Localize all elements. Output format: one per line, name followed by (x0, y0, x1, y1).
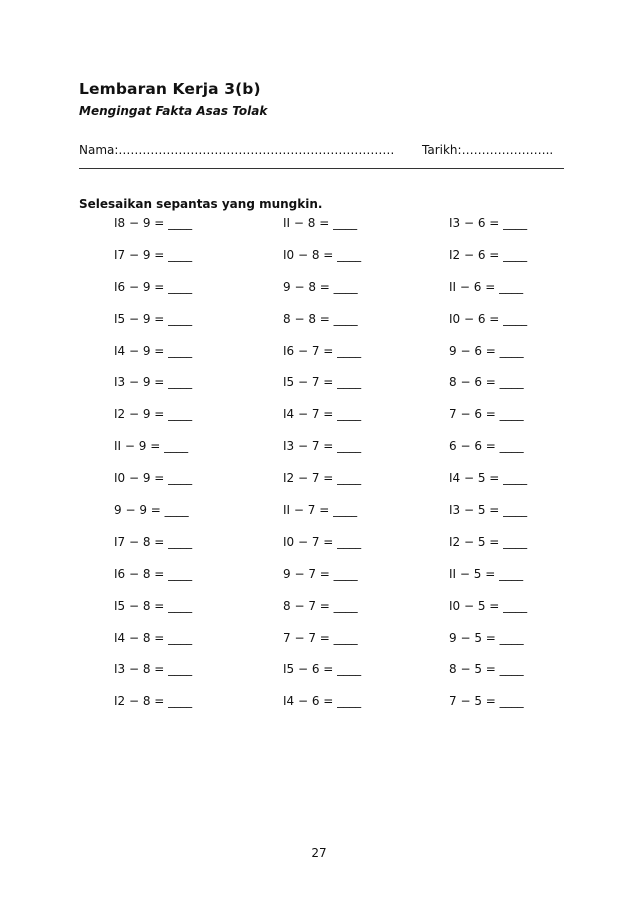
subtraction-problem: II − 5 = ____ (449, 566, 524, 581)
subtraction-problem: I3 − 9 = ____ (114, 375, 193, 390)
subtraction-problem: II − 7 = ____ (283, 503, 358, 518)
subtraction-problem: I0 − 9 = ____ (114, 471, 193, 486)
subtraction-problem: I2 − 7 = ____ (283, 471, 362, 486)
subtraction-problem: 7 − 7 = ____ (283, 630, 358, 645)
subtraction-problem: 8 − 6 = ____ (449, 375, 524, 390)
subtraction-problem: I0 − 8 = ____ (283, 247, 362, 262)
worksheet-subtitle: Mengingat Fakta Asas Tolak (79, 104, 268, 118)
header-divider (79, 168, 564, 169)
subtraction-problem: I3 − 7 = ____ (283, 439, 362, 454)
subtraction-problem: I0 − 7 = ____ (283, 534, 362, 549)
name-field: Nama:…………………………………………………………… (79, 143, 395, 157)
subtraction-problem: 7 − 5 = ____ (449, 694, 524, 709)
subtraction-problem: I3 − 8 = ____ (114, 662, 193, 677)
subtraction-problem: I2 − 8 = ____ (114, 694, 193, 709)
subtraction-problem: I4 − 7 = ____ (283, 407, 362, 422)
problem-column-3 (449, 214, 559, 724)
subtraction-problem: 9 − 7 = ____ (283, 566, 358, 581)
subtraction-problem: I4 − 8 = ____ (114, 630, 193, 645)
subtraction-problem: 8 − 7 = ____ (283, 598, 358, 613)
subtraction-problem: I4 − 9 = ____ (114, 343, 193, 358)
subtraction-problem: I2 − 5 = ____ (449, 534, 528, 549)
date-field: Tarikh:………………….. (422, 143, 554, 157)
subtraction-problem: II − 9 = ____ (114, 439, 189, 454)
subtraction-problem: I2 − 6 = ____ (449, 247, 528, 262)
subtraction-problem: 9 − 8 = ____ (283, 279, 358, 294)
subtraction-problem: I0 − 6 = ____ (449, 311, 528, 326)
subtraction-problem: I5 − 9 = ____ (114, 311, 193, 326)
subtraction-problem: I6 − 7 = ____ (283, 343, 362, 358)
subtraction-problem: 8 − 8 = ____ (283, 311, 358, 326)
subtraction-problem: II − 8 = ____ (283, 216, 358, 230)
subtraction-problem: I7 − 9 = ____ (114, 247, 193, 262)
subtraction-problem: I0 − 5 = ____ (449, 598, 528, 613)
subtraction-problem: I5 − 8 = ____ (114, 598, 193, 613)
subtraction-problem: I6 − 8 = ____ (114, 566, 193, 581)
subtraction-problem: 9 − 9 = ____ (114, 503, 189, 518)
subtraction-problem: I4 − 6 = ____ (283, 694, 362, 709)
subtraction-problem: I5 − 6 = ____ (283, 662, 362, 677)
subtraction-problem: 6 − 6 = ____ (449, 439, 524, 454)
subtraction-problem: I8 − 9 = ____ (114, 216, 193, 230)
subtraction-problem: I3 − 6 = ____ (449, 216, 528, 230)
instruction-text: Selesaikan sepantas yang mungkin. (79, 197, 323, 211)
subtraction-problem: 7 − 6 = ____ (449, 407, 524, 422)
subtraction-problem: 8 − 5 = ____ (449, 662, 524, 677)
problem-column-2 (283, 214, 393, 724)
page-number: 27 (311, 846, 327, 860)
subtraction-problem: I4 − 5 = ____ (449, 471, 528, 486)
subtraction-problem: 9 − 6 = ____ (449, 343, 524, 358)
worksheet-title: Lembaran Kerja 3(b) (79, 80, 261, 98)
subtraction-problem: II − 6 = ____ (449, 279, 524, 294)
subtraction-problem: 9 − 5 = ____ (449, 630, 524, 645)
subtraction-problem: I3 − 5 = ____ (449, 503, 528, 518)
subtraction-problem: I5 − 7 = ____ (283, 375, 362, 390)
subtraction-problem: I6 − 9 = ____ (114, 279, 193, 294)
problem-column-1 (114, 214, 224, 724)
subtraction-problem: I7 − 8 = ____ (114, 534, 193, 549)
subtraction-problem: I2 − 9 = ____ (114, 407, 193, 422)
